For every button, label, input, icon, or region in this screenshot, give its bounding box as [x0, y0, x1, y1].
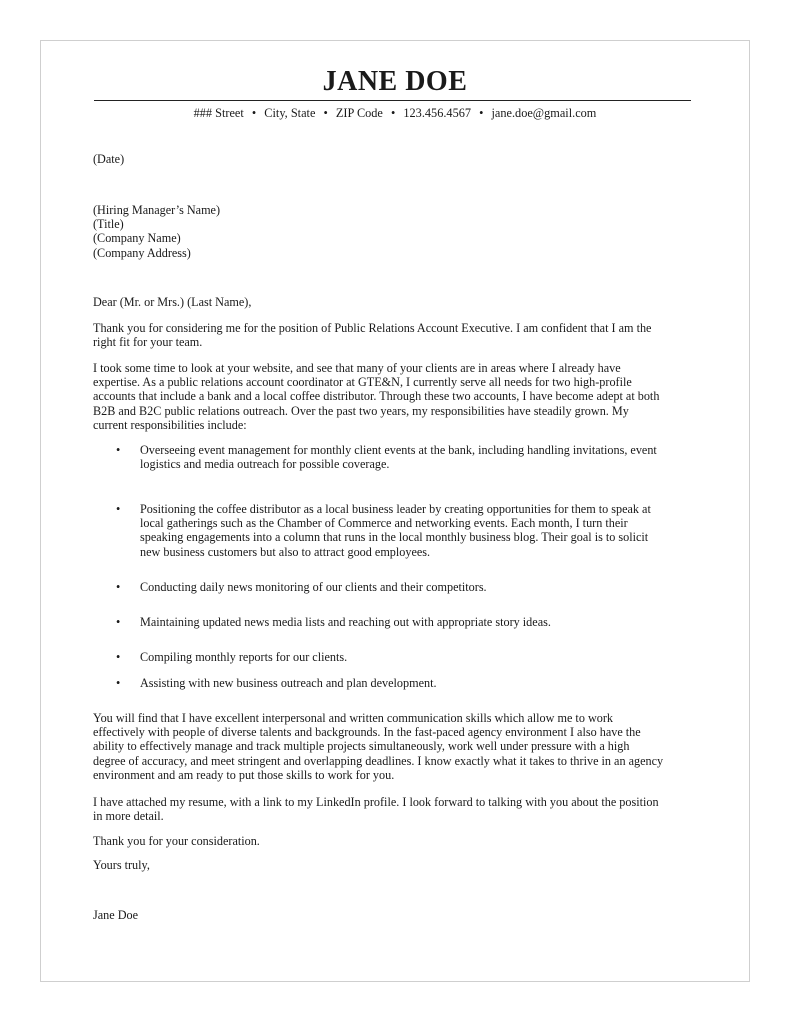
date-text: (Date) [93, 152, 125, 166]
list-item-line: local gatherings such as the Chamber of Commerce and networking events. Each month, I turn their [140, 516, 628, 531]
thanks-paragraph [93, 834, 260, 848]
thanks-text: Thank you for your consideration. [93, 834, 260, 848]
salutation-text: Dear (Mr. or Mrs.) (Last Name), [93, 295, 252, 309]
list-item [93, 580, 487, 594]
list-item [93, 443, 657, 471]
background-line: I took some time to look at your website, and see that many of your clients are in areas where I already have [93, 361, 621, 375]
background-line: expertise. As a public relations account coordinator at GTE&N, I currently serve all needs for two high-profile [93, 375, 632, 390]
bullet-icon: • [116, 580, 121, 594]
attachment-paragraph [93, 795, 659, 823]
background-line: accounts that include a bank and a local coffee distributor. Through these two accounts, I have become adept at both [93, 389, 660, 404]
list-item-line: Compiling monthly reports for our clients. [140, 650, 348, 664]
list-item-line: Assisting with new business outreach and plan development. [140, 676, 437, 690]
recipient-title: (Title) [93, 217, 124, 232]
intro-paragraph [93, 321, 651, 349]
intro-line: right fit for your team. [93, 335, 203, 350]
signature-text: Jane Doe [93, 908, 139, 922]
attachment-line: I have attached my resume, with a link to my LinkedIn profile. I look forward to talking with you about the position [93, 795, 659, 809]
contact-city-state: City, State [264, 106, 316, 120]
list-item [93, 502, 651, 559]
closing-text: Yours truly, [93, 858, 150, 872]
background-paragraph [93, 361, 659, 432]
attachment-line: in more detail. [93, 809, 164, 824]
list-item [93, 650, 347, 664]
skills-paragraph [93, 711, 663, 782]
salutation [93, 295, 251, 309]
skills-line: environment and am ready to put those skills to work for you. [93, 767, 395, 782]
bullet-icon: • [116, 650, 121, 664]
letter-date [93, 152, 124, 166]
header-divider [94, 100, 691, 101]
skills-line: ability to effectively manage and track multiple projects simultaneously, work well under pressure with a high [93, 739, 630, 754]
recipient-company: (Company Name) [93, 231, 181, 246]
list-item-line: Overseeing event management for monthly client events at the bank, including handling invitations, event [140, 443, 657, 457]
skills-line: effectively with people of diverse talents and backgrounds. In the fast-paced agency environment I also have the [93, 725, 641, 740]
list-item-line: new business customers but also to attract good employees. [140, 544, 431, 559]
list-item-line: Maintaining updated news media lists and reaching out with appropriate story ideas. [140, 615, 551, 629]
contact-street: ### Street [193, 106, 244, 120]
background-line: current responsibilities include: [93, 417, 247, 432]
recipient-block [93, 203, 220, 260]
applicant-name: JANE DOE [322, 66, 468, 97]
bullet-icon: • [116, 502, 121, 516]
contact-line [41, 105, 749, 121]
list-item [93, 676, 437, 690]
contact-separator: • [251, 106, 257, 120]
skills-line: degree of accuracy, and meet stringent and overlapping deadlines. I know exactly what it takes to thrive in an agency [93, 753, 664, 768]
contact-separator: • [390, 106, 396, 120]
background-line: B2B and B2C public relations outreach. Over the past two years, my responsibilities have steadily grown. My [93, 403, 629, 418]
list-item-line: speaking engagements into a column that runs in the local monthly business blog. Their goal is to solicit [140, 530, 649, 545]
letter-page [40, 40, 750, 982]
signature [93, 908, 138, 922]
recipient-manager: (Hiring Manager’s Name) [93, 203, 221, 217]
list-item-line: Positioning the coffee distributor as a local business leader by creating opportunities for them to speak at [140, 502, 651, 516]
contact-separator: • [479, 106, 484, 120]
contact-zip: ZIP Code [335, 106, 383, 120]
contact-separator: • [323, 106, 328, 120]
list-item-line: Conducting daily news monitoring of our clients and their competitors. [140, 580, 487, 594]
bullet-icon: • [116, 443, 121, 457]
list-item-line: logistics and media outreach for possible coverage. [140, 457, 390, 472]
recipient-address: (Company Address) [93, 245, 191, 260]
bullet-icon: • [116, 615, 121, 629]
contact-email[interactable]: jane.doe@gmail.com [491, 106, 597, 120]
skills-line: You will find that I have excellent interpersonal and written communication skills which allow me to work [93, 711, 614, 725]
bullet-icon: • [116, 676, 121, 690]
intro-line: Thank you for considering me for the position of Public Relations Account Executive. I am confident that I am the [93, 321, 652, 335]
closing [93, 858, 150, 872]
list-item [93, 615, 551, 629]
contact-phone: 123.456.4567 [403, 106, 472, 120]
